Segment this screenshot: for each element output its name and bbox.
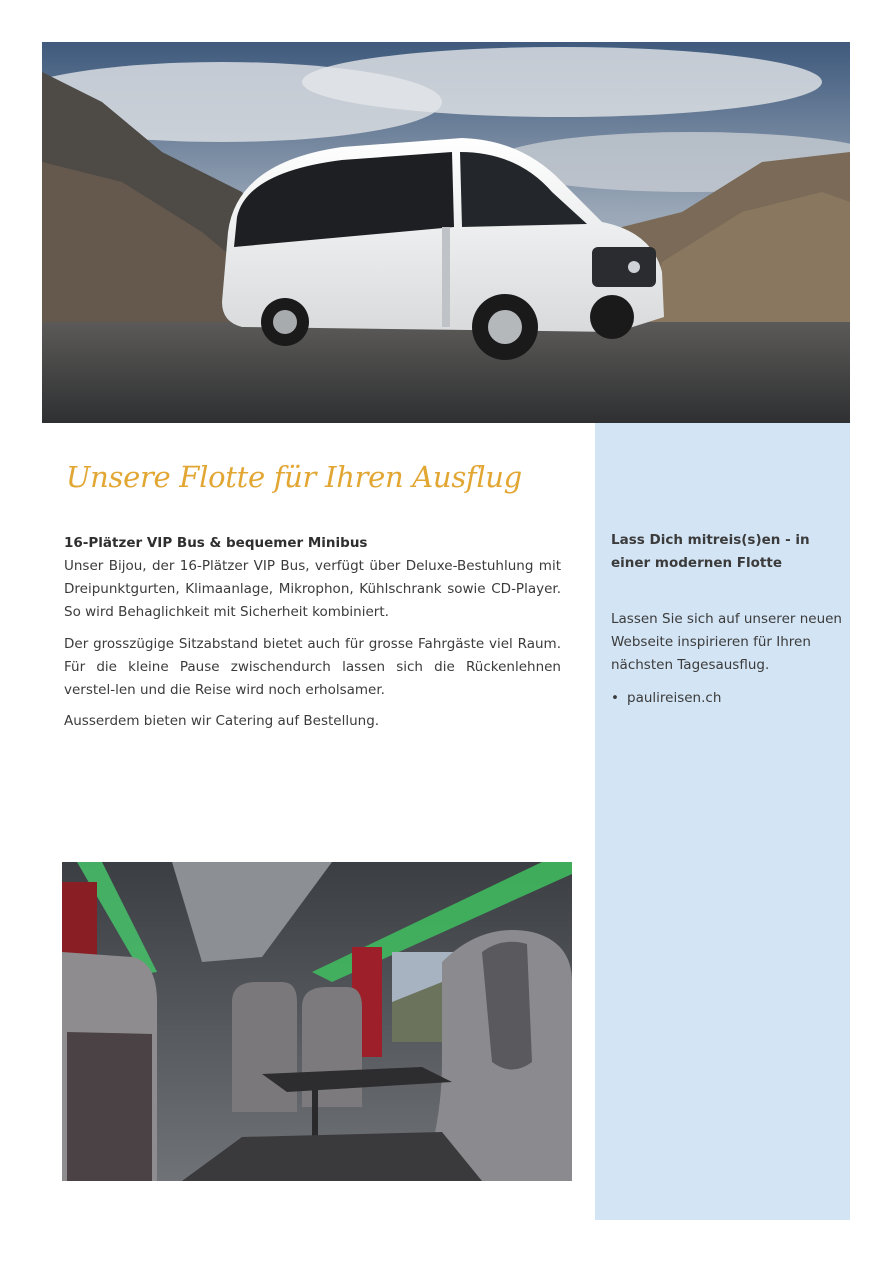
paragraph: Unser Bijou, der 16-Plätzer VIP Bus, verfügt über Deluxe-Bestuhlung mit Dreipunktgurten, Klimaanlage, Mikrophon, Kühlschrank sowie CD-Player. So wird Behaglichkeit mit Sicherheit kombiniert. xyxy=(64,558,561,620)
bus-interior-photo xyxy=(62,862,572,1181)
sidebar-link-list xyxy=(611,687,721,710)
sidebar-text: Lassen Sie sich auf unserer neuen Webseite inspirieren für Ihren nächsten Tagesausflug. xyxy=(611,611,842,673)
page-title: Unsere Flotte für Ihren Ausflug xyxy=(66,460,522,494)
hero-bus-photo xyxy=(42,42,850,423)
main-text-block xyxy=(64,532,561,741)
sidebar-heading: Lass Dich mitreis(s)en - in einer modernen Flotte xyxy=(611,532,810,571)
paragraph: Ausserdem bieten wir Catering auf Bestellung. xyxy=(64,713,380,729)
website-link[interactable]: • paulireisen.ch xyxy=(611,687,721,710)
paragraph: Der grosszügige Sitzabstand bietet auch für grosse Fahrgäste viel Raum. Für die kleine Pause zwischendurch lassen sich die Rückenlehnen verstel-len und die Reise wird noch erholsamer. xyxy=(64,636,561,698)
section-subheading: 16-Plätzer VIP Bus & bequemer Minibus xyxy=(64,535,368,551)
sidebar-panel xyxy=(595,423,850,1220)
